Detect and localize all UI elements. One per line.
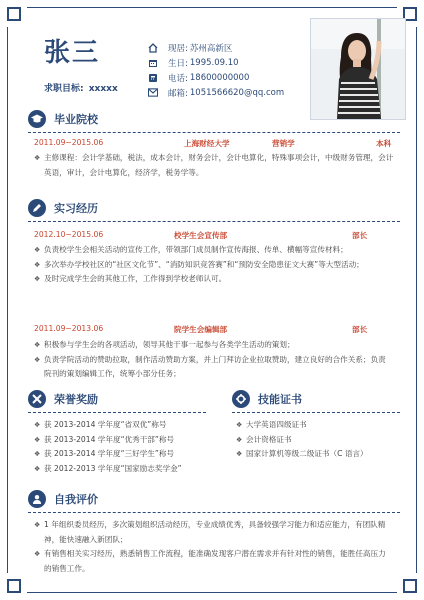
calendar-icon	[148, 58, 158, 68]
gear-icon	[232, 390, 250, 408]
list-item: ❖ 会计资格证书	[236, 433, 386, 448]
list-item: ❖ 负责校学生会相关活动的宣传工作，带领部门成员制作宣传海报、传单、横幅等宣传材料；	[34, 243, 384, 258]
list-item: ❖ 1 年组织委员经历，多次策划组织活动经历，专业成绩优秀，具备较强学习能力和适应能力，有团队精神，能快速融入新团队；	[34, 518, 386, 547]
self-eval-list	[34, 518, 386, 576]
user-icon	[28, 490, 46, 508]
section-divider	[232, 412, 400, 413]
objective-label: 求职目标:	[44, 84, 84, 94]
job-1-bullets	[34, 243, 384, 287]
list-item: ❖ 大学英语四级证书	[236, 418, 386, 433]
job-1-header: 2012.10~2015.06 校学生会宣传部 部长	[34, 230, 368, 240]
list-item: ❖ 获 2013-2014 学年度“三好学生”称号	[34, 447, 212, 462]
phone-icon	[148, 73, 158, 83]
list-item: ❖ 获 2013-2014 学年度“优秀干部”称号	[34, 433, 212, 448]
section-divider	[28, 512, 400, 513]
list-item: ❖ 积极参与学生会的各项活动，领导其他干事一起参与各类学生活动的策划；	[34, 338, 392, 353]
section-divider	[28, 412, 206, 413]
edit-icon	[28, 199, 46, 217]
graduation-cap-icon	[28, 110, 46, 128]
list-item: ❖ 国家计算机等级二级证书（C 语言）	[236, 447, 386, 462]
contact-row-email: 邮箱: 1051566620@qq.com	[148, 85, 284, 100]
section-divider	[28, 221, 400, 222]
education-header: 2011.09~2015.06 上海财经大学 营销学 本科	[34, 138, 392, 148]
home-icon	[148, 43, 158, 53]
contact-row-birthday: 生日: 1995.09.10	[148, 55, 284, 70]
honors-section-title: 荣誉奖励	[28, 390, 98, 408]
self-eval-section-title: 自我评价	[28, 490, 98, 508]
honors-list	[34, 418, 212, 476]
job-2-header: 2011.09~2013.06 院学生会编辑部 部长	[34, 324, 368, 334]
skills-list	[236, 418, 386, 462]
list-item: ❖ 获 2012-2013 学年度“国家励志奖学金”	[34, 462, 212, 477]
list-item: ❖ 有销售相关实习经历，熟悉销售工作流程，能准确发现客户潜在需求并有针对性的销售，能胜任高压力的销售工作。	[34, 547, 386, 576]
education-courses: ❖ 主修课程：会计学基础，税法，成本会计，财务会计，会计电算化，特殊事项会计，中级财务管理，会计英语，审计，会计电算化，经济学，税务学等。	[34, 151, 400, 180]
experience-section-title: 实习经历	[28, 199, 98, 217]
job-objective	[42, 81, 118, 94]
contact-info	[148, 40, 284, 100]
section-divider	[28, 132, 400, 133]
job-2-bullets	[34, 338, 392, 382]
tools-icon	[28, 390, 46, 408]
list-item: ❖ 及时完成学生会的其他工作，工作得到学校老师认可。	[34, 272, 384, 287]
objective-value: xxxxx	[88, 84, 118, 94]
contact-row-address: 现居: 苏州高新区	[148, 40, 284, 55]
skills-section-title: 技能证书	[232, 390, 302, 408]
list-item: ❖ 获 2013-2014 学年度“省双优”称号	[34, 418, 212, 433]
mail-icon	[148, 88, 158, 98]
contact-row-phone: 电话: 18600000000	[148, 70, 284, 85]
list-item: ❖ 负责学院活动的赞助拉取，制作活动赞助方案，并上门拜访企业拉取赞助，建立良好的合作关系；负责院刊的策划编辑工作，统筹小部分任务；	[34, 353, 392, 382]
education-section-title: 毕业院校	[28, 110, 98, 128]
profile-photo	[310, 18, 406, 120]
resume-page	[18, 14, 406, 588]
list-item: ❖ 多次举办学校社区的“社区文化节”、“消防知识竞答赛”和“预防安全隐患征文大赛”等大型活动；	[34, 258, 384, 273]
candidate-name: 张三	[44, 38, 101, 68]
